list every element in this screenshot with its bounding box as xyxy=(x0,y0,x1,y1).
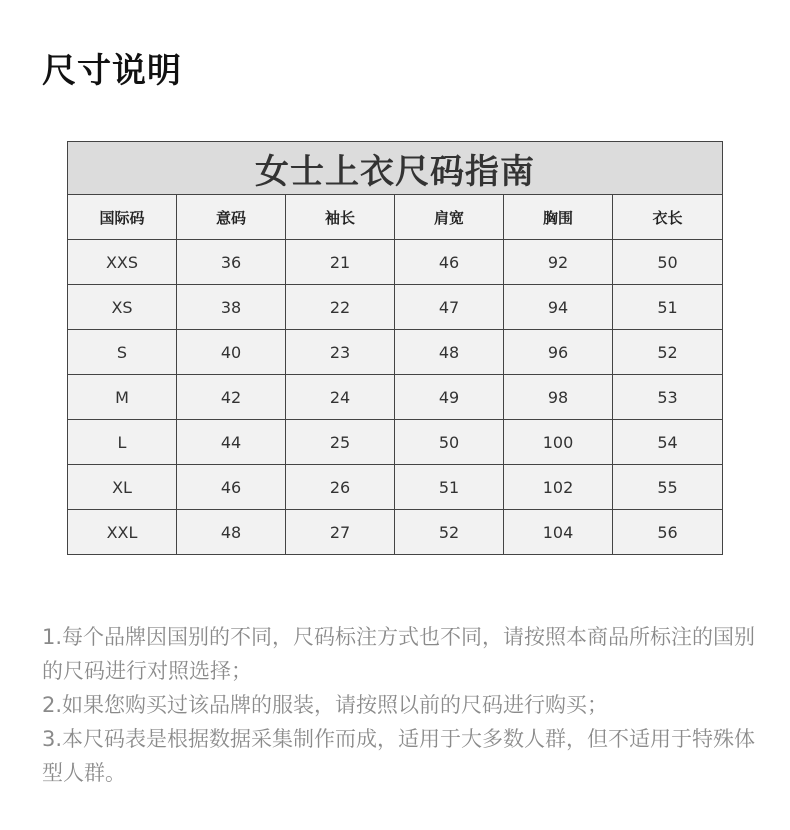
table-cell: 26 xyxy=(286,465,395,510)
header-international-size: 国际码 xyxy=(68,195,177,240)
page-title: 尺寸说明 xyxy=(42,51,182,91)
table-cell: 54 xyxy=(613,420,723,465)
size-notes xyxy=(42,620,757,790)
note-item: 2.如果您购买过该品牌的服装，请按照以前的尺码进行购买； xyxy=(42,693,609,717)
header-bust: 胸围 xyxy=(504,195,613,240)
table-cell: 48 xyxy=(395,330,504,375)
table-cell: 48 xyxy=(177,510,286,555)
table-header-row xyxy=(68,195,723,240)
table-cell: 27 xyxy=(286,510,395,555)
table-cell: XXL xyxy=(68,510,177,555)
table-row xyxy=(68,510,723,555)
table-row xyxy=(68,375,723,420)
table-cell: M xyxy=(68,375,177,420)
table-cell: 51 xyxy=(395,465,504,510)
table-cell: 56 xyxy=(613,510,723,555)
table-cell: 100 xyxy=(504,420,613,465)
table-cell: 55 xyxy=(613,465,723,510)
table-cell: 50 xyxy=(613,240,723,285)
size-chart-table xyxy=(67,141,723,555)
header-italian-size: 意码 xyxy=(177,195,286,240)
table-cell: XL xyxy=(68,465,177,510)
table-cell: 50 xyxy=(395,420,504,465)
table-row xyxy=(68,465,723,510)
table-cell: 23 xyxy=(286,330,395,375)
table-title: 女士上衣尺码指南 xyxy=(68,142,723,195)
table-cell: 25 xyxy=(286,420,395,465)
table-cell: 46 xyxy=(395,240,504,285)
table-cell: 96 xyxy=(504,330,613,375)
table-cell: 47 xyxy=(395,285,504,330)
table-cell: 38 xyxy=(177,285,286,330)
table-cell: 22 xyxy=(286,285,395,330)
table-cell: XS xyxy=(68,285,177,330)
table-cell: 40 xyxy=(177,330,286,375)
table-cell: 51 xyxy=(613,285,723,330)
table-cell: 94 xyxy=(504,285,613,330)
table-cell: 49 xyxy=(395,375,504,420)
table-cell: 98 xyxy=(504,375,613,420)
table-cell: 21 xyxy=(286,240,395,285)
table-cell: S xyxy=(68,330,177,375)
table-row xyxy=(68,420,723,465)
table-cell: 36 xyxy=(177,240,286,285)
note-item: 1.每个品牌因国别的不同，尺码标注方式也不同，请按照本商品所标注的国别的尺码进行对照选择； xyxy=(42,625,756,683)
table-cell: 102 xyxy=(504,465,613,510)
table-cell: 46 xyxy=(177,465,286,510)
table-cell: 42 xyxy=(177,375,286,420)
table-cell: XXS xyxy=(68,240,177,285)
table-cell: 104 xyxy=(504,510,613,555)
table-cell: 24 xyxy=(286,375,395,420)
table-row xyxy=(68,330,723,375)
table-title-row xyxy=(68,142,723,195)
header-shoulder-width: 肩宽 xyxy=(395,195,504,240)
header-sleeve-length: 袖长 xyxy=(286,195,395,240)
table-row xyxy=(68,240,723,285)
note-item: 3.本尺码表是根据数据采集制作而成，适用于大多数人群，但不适用于特殊体型人群。 xyxy=(42,727,756,785)
table-cell: 52 xyxy=(613,330,723,375)
header-length: 衣长 xyxy=(613,195,723,240)
table-cell: 53 xyxy=(613,375,723,420)
table-cell: 44 xyxy=(177,420,286,465)
table-cell: L xyxy=(68,420,177,465)
table-row xyxy=(68,285,723,330)
table-cell: 52 xyxy=(395,510,504,555)
table-cell: 92 xyxy=(504,240,613,285)
